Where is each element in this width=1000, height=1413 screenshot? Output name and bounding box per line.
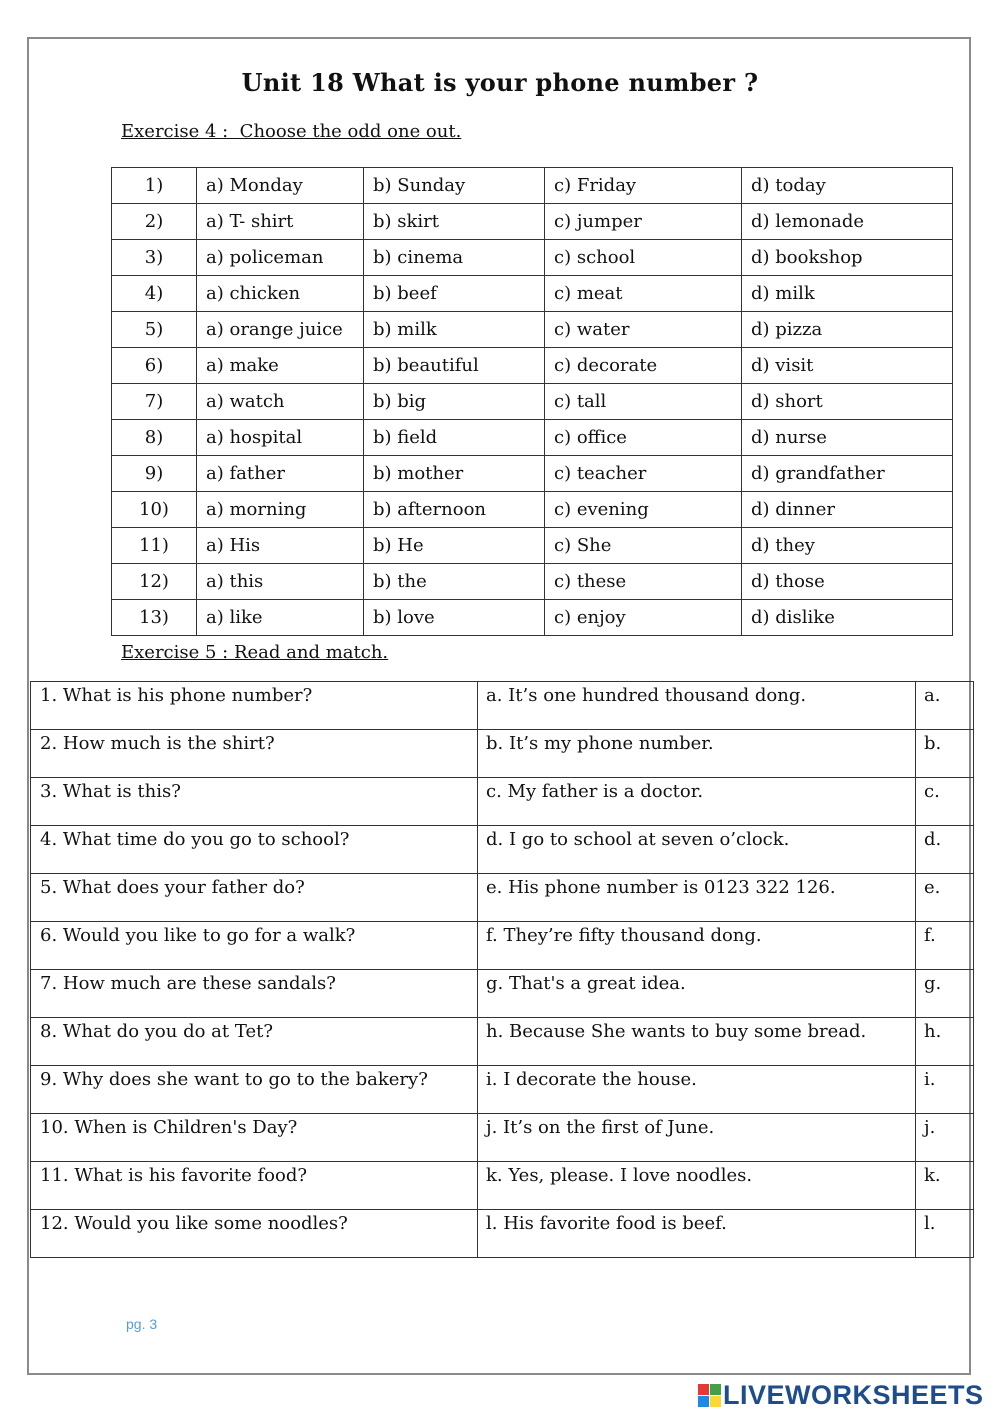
answer-cell: b. It’s my phone number. <box>478 730 916 778</box>
option-a[interactable]: a) morning <box>197 492 364 528</box>
item-number: 9) <box>112 456 197 492</box>
exercise-4-row <box>112 492 953 528</box>
question-cell: 6. Would you like to go for a walk? <box>31 922 478 970</box>
option-a[interactable]: a) hospital <box>197 420 364 456</box>
option-d[interactable]: d) short <box>742 384 953 420</box>
question-cell: 9. Why does she want to go to the bakery? <box>31 1066 478 1114</box>
exercise-5-row <box>31 826 974 874</box>
answer-letter-box[interactable]: g. <box>916 970 974 1018</box>
option-a[interactable]: a) orange juice <box>197 312 364 348</box>
option-c[interactable]: c) She <box>545 528 742 564</box>
option-d[interactable]: d) those <box>742 564 953 600</box>
option-a[interactable]: a) chicken <box>197 276 364 312</box>
option-c[interactable]: c) evening <box>545 492 742 528</box>
brand-name: LIVEWORKSHEETS <box>723 1379 984 1410</box>
option-b[interactable]: b) beef <box>364 276 545 312</box>
exercise-5-row <box>31 1162 974 1210</box>
question-cell: 1. What is his phone number? <box>31 682 478 730</box>
option-c[interactable]: c) Friday <box>545 168 742 204</box>
answer-cell: a. It’s one hundred thousand dong. <box>478 682 916 730</box>
exercise-4-row <box>112 204 953 240</box>
answer-cell: e. His phone number is 0123 322 126. <box>478 874 916 922</box>
option-d[interactable]: d) nurse <box>742 420 953 456</box>
option-c[interactable]: c) meat <box>545 276 742 312</box>
exercise-5-row <box>31 922 974 970</box>
liveworksheets-logo-icon <box>698 1384 721 1407</box>
exercise-4-row <box>112 600 953 636</box>
option-b[interactable]: b) field <box>364 420 545 456</box>
answer-letter-box[interactable]: j. <box>916 1114 974 1162</box>
item-number: 7) <box>112 384 197 420</box>
exercise-4-row <box>112 168 953 204</box>
item-number: 10) <box>112 492 197 528</box>
option-b[interactable]: b) beautiful <box>364 348 545 384</box>
option-c[interactable]: c) decorate <box>545 348 742 384</box>
option-d[interactable]: d) pizza <box>742 312 953 348</box>
option-d[interactable]: d) visit <box>742 348 953 384</box>
option-a[interactable]: a) make <box>197 348 364 384</box>
option-c[interactable]: c) these <box>545 564 742 600</box>
exercise-5-row <box>31 1114 974 1162</box>
option-b[interactable]: b) the <box>364 564 545 600</box>
option-d[interactable]: d) milk <box>742 276 953 312</box>
question-cell: 8. What do you do at Tet? <box>31 1018 478 1066</box>
option-c[interactable]: c) jumper <box>545 204 742 240</box>
option-a[interactable]: a) T- shirt <box>197 204 364 240</box>
exercise-5-table <box>30 681 974 1258</box>
page-title: Unit 18 What is your phone number ? <box>241 68 759 97</box>
item-number: 12) <box>112 564 197 600</box>
option-d[interactable]: d) today <box>742 168 953 204</box>
item-number: 13) <box>112 600 197 636</box>
question-cell: 5. What does your father do? <box>31 874 478 922</box>
answer-letter-box[interactable]: h. <box>916 1018 974 1066</box>
exercise-5-row <box>31 1018 974 1066</box>
liveworksheets-brand[interactable] <box>698 1380 984 1410</box>
option-b[interactable]: b) Sunday <box>364 168 545 204</box>
answer-cell: k. Yes, please. I love noodles. <box>478 1162 916 1210</box>
option-b[interactable]: b) big <box>364 384 545 420</box>
option-c[interactable]: c) water <box>545 312 742 348</box>
exercise-4-heading: Exercise 4 : Choose the odd one out. <box>121 121 462 142</box>
answer-letter-box[interactable]: d. <box>916 826 974 874</box>
page-number: pg. 3 <box>126 1316 158 1332</box>
question-cell: 2. How much is the shirt? <box>31 730 478 778</box>
option-d[interactable]: d) grandfather <box>742 456 953 492</box>
option-c[interactable]: c) school <box>545 240 742 276</box>
option-b[interactable]: b) skirt <box>364 204 545 240</box>
answer-cell: i. I decorate the house. <box>478 1066 916 1114</box>
exercise-4-row <box>112 312 953 348</box>
option-a[interactable]: a) watch <box>197 384 364 420</box>
answer-letter-box[interactable]: i. <box>916 1066 974 1114</box>
question-cell: 10. When is Children's Day? <box>31 1114 478 1162</box>
exercise-4-row <box>112 276 953 312</box>
item-number: 6) <box>112 348 197 384</box>
logo-square-yellow <box>710 1396 721 1407</box>
answer-cell: c. My father is a doctor. <box>478 778 916 826</box>
exercise-4-row <box>112 348 953 384</box>
answer-letter-box[interactable]: b. <box>916 730 974 778</box>
exercise-4-row <box>112 564 953 600</box>
option-b[interactable]: b) love <box>364 600 545 636</box>
logo-square-red <box>698 1384 709 1395</box>
exercise-5-heading: Exercise 5 : Read and match. <box>121 642 389 663</box>
exercise-4-table <box>111 167 953 636</box>
exercise-4-row <box>112 384 953 420</box>
exercise-4-row <box>112 456 953 492</box>
exercise-5-row <box>31 874 974 922</box>
answer-letter-box[interactable]: c. <box>916 778 974 826</box>
item-number: 4) <box>112 276 197 312</box>
item-number: 2) <box>112 204 197 240</box>
option-d[interactable]: d) lemonade <box>742 204 953 240</box>
exercise-4-row <box>112 528 953 564</box>
question-cell: 12. Would you like some noodles? <box>31 1210 478 1258</box>
option-b[interactable]: b) milk <box>364 312 545 348</box>
option-b[interactable]: b) cinema <box>364 240 545 276</box>
question-cell: 4. What time do you go to school? <box>31 826 478 874</box>
answer-letter-box[interactable]: f. <box>916 922 974 970</box>
option-c[interactable]: c) enjoy <box>545 600 742 636</box>
answer-letter-box[interactable]: k. <box>916 1162 974 1210</box>
answer-letter-box[interactable]: l. <box>916 1210 974 1258</box>
item-number: 5) <box>112 312 197 348</box>
item-number: 1) <box>112 168 197 204</box>
answer-cell: g. That's a great idea. <box>478 970 916 1018</box>
answer-cell: l. His favorite food is beef. <box>478 1210 916 1258</box>
answer-cell: h. Because She wants to buy some bread. <box>478 1018 916 1066</box>
item-number: 3) <box>112 240 197 276</box>
answer-letter-box[interactable]: e. <box>916 874 974 922</box>
exercise-5-row <box>31 778 974 826</box>
option-a[interactable]: a) His <box>197 528 364 564</box>
question-cell: 7. How much are these sandals? <box>31 970 478 1018</box>
option-b[interactable]: b) afternoon <box>364 492 545 528</box>
answer-cell: j. It’s on the first of June. <box>478 1114 916 1162</box>
option-c[interactable]: c) office <box>545 420 742 456</box>
option-c[interactable]: c) teacher <box>545 456 742 492</box>
item-number: 11) <box>112 528 197 564</box>
option-a[interactable]: a) father <box>197 456 364 492</box>
option-a[interactable]: a) this <box>197 564 364 600</box>
option-d[interactable]: d) they <box>742 528 953 564</box>
exercise-5-row <box>31 1066 974 1114</box>
option-d[interactable]: d) bookshop <box>742 240 953 276</box>
option-a[interactable]: a) like <box>197 600 364 636</box>
option-b[interactable]: b) mother <box>364 456 545 492</box>
option-d[interactable]: d) dinner <box>742 492 953 528</box>
option-a[interactable]: a) Monday <box>197 168 364 204</box>
option-c[interactable]: c) tall <box>545 384 742 420</box>
option-d[interactable]: d) dislike <box>742 600 953 636</box>
question-cell: 3. What is this? <box>31 778 478 826</box>
exercise-5-row <box>31 1210 974 1258</box>
exercise-4-row <box>112 420 953 456</box>
logo-square-green <box>710 1384 721 1395</box>
exercise-5-row <box>31 970 974 1018</box>
exercise-5-row <box>31 730 974 778</box>
item-number: 8) <box>112 420 197 456</box>
logo-square-blue <box>698 1396 709 1407</box>
option-b[interactable]: b) He <box>364 528 545 564</box>
exercise-5-row <box>31 682 974 730</box>
answer-cell: f. They’re fifty thousand dong. <box>478 922 916 970</box>
question-cell: 11. What is his favorite food? <box>31 1162 478 1210</box>
answer-cell: d. I go to school at seven o’clock. <box>478 826 916 874</box>
exercise-4-row <box>112 240 953 276</box>
option-a[interactable]: a) policeman <box>197 240 364 276</box>
answer-letter-box[interactable]: a. <box>916 682 974 730</box>
